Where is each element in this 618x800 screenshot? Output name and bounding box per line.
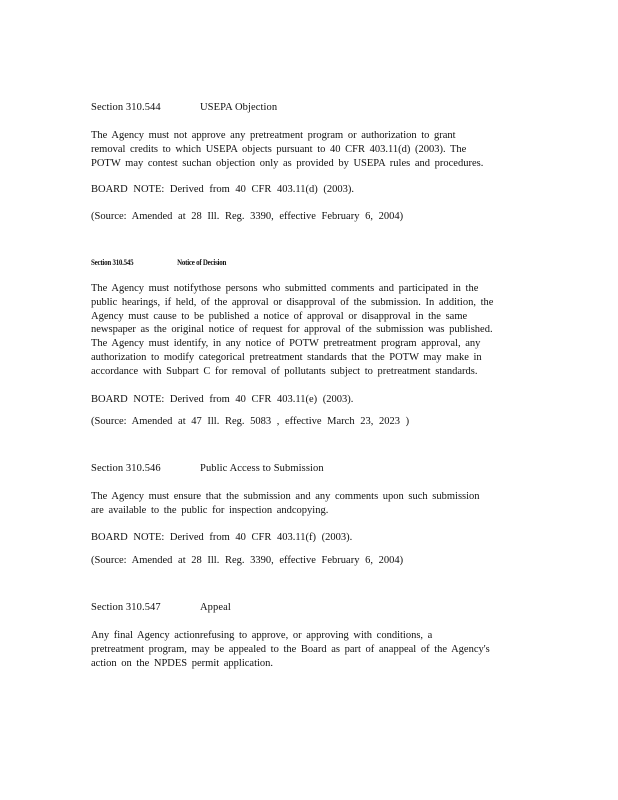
section-title: Notice of Decision xyxy=(177,257,227,267)
section-heading xyxy=(91,601,531,615)
section-310-546 xyxy=(91,462,531,568)
section-number: Section 310.544 xyxy=(91,102,161,113)
section-heading xyxy=(91,255,452,269)
section-body: The Agency must notifythose persons who submitted comments and participated in the public hearings, if held, of the approval or disapproval of the submission. In addition, the Agency must cause to be published a notice of approval or disapproval in the same newspaper as the original notice of request for approval of the submission was published. The Agency must identify, in any notice of POTW pretreatment program approval, any authorization to modify categorical pretreatment standards that the POTW may make in accordance with Subpart C for removal of pollutants subject to pretreatment standards. xyxy=(91,283,494,377)
section-body: The Agency must not approve any pretreatment program or authorization to grant removal credits to which USEPA objects pursuant to 40 CFR 403.11(d) (2003). The POTW may contest suchan objection only as provided by USEPA rules and procedures. xyxy=(91,130,484,169)
section-heading xyxy=(91,101,531,115)
section-title: USEPA Objection xyxy=(200,102,278,113)
section-310-544 xyxy=(91,101,531,224)
section-title: Appeal xyxy=(200,602,231,613)
section-number: Section 310.545 xyxy=(91,257,134,267)
section-number: Section 310.547 xyxy=(91,602,161,613)
section-body: The Agency must ensure that the submission and any comments upon such submission are available to the public for inspection andcopying. xyxy=(91,491,480,516)
source-note: (Source: Amended at 28 Ill. Reg. 3390, effective February 6, 2004) xyxy=(91,211,404,223)
section-310-547 xyxy=(91,601,531,670)
source-note: (Source: Amended at 47 Ill. Reg. 5083 , effective March 23, 2023 ) xyxy=(91,415,410,427)
source-note: (Source: Amended at 28 Ill. Reg. 3390, effective February 6, 2004) xyxy=(91,554,404,566)
section-body: Any final Agency actionrefusing to approve, or approving with conditions, a pretreatment program, may be appealed to the Board as part of anappeal of the Agency's action on the NPDES permit application. xyxy=(91,630,490,669)
section-number: Section 310.546 xyxy=(91,463,161,474)
section-title: Public Access to Submission xyxy=(200,463,324,474)
section-heading xyxy=(91,462,531,476)
board-note: BOARD NOTE: Derived from 40 CFR 403.11(f) (2003). xyxy=(91,531,353,543)
section-310-545 xyxy=(91,255,531,429)
board-note: BOARD NOTE: Derived from 40 CFR 403.11(d) (2003). xyxy=(91,184,354,196)
board-note: BOARD NOTE: Derived from 40 CFR 403.11(e) (2003). xyxy=(91,393,354,405)
